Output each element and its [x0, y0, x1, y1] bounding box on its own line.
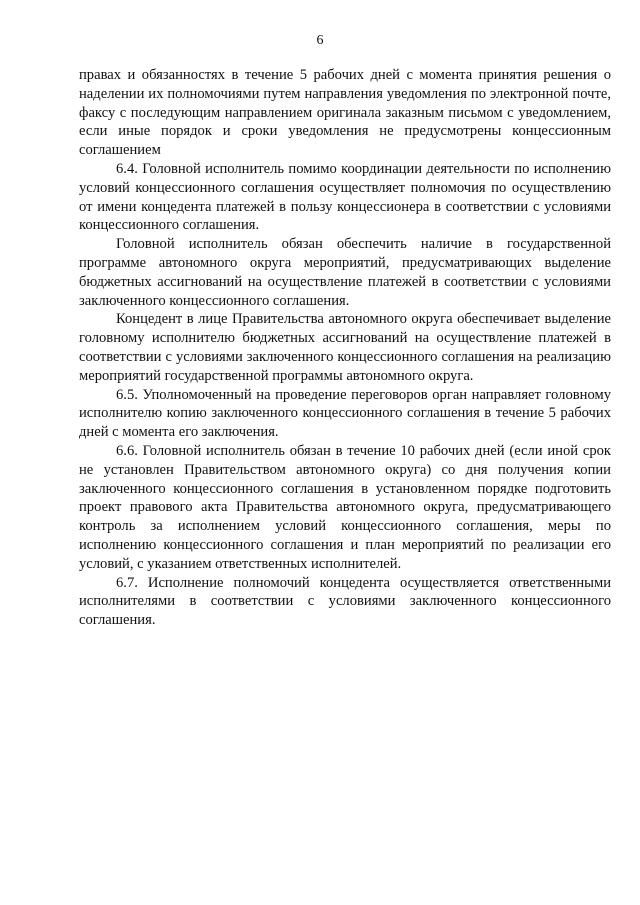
paragraph-continuation: правах и обязанностях в течение 5 рабочих дней с момента принятия решения о наделении их полномочиями путем направления уведомления по электронной почте, факсу с последующим направлением оригинала заказным письмом с уведомлением, если иные порядок и сроки уведомления не предусмотрены концессионным соглашением: [79, 67, 611, 159]
page-number: 6: [316, 33, 324, 48]
paragraph-6-5: 6.5. Уполномоченный на проведение переговоров орган направляет головному исполнителю копию заключенного концессионного соглашения в течение 5 рабочих дней с момента его заключения.: [79, 386, 611, 441]
paragraph-6-4: 6.4. Головной исполнитель помимо координации деятельности по исполнению условий концессионного соглашения осуществляет полномочия по осуществлению от имени концедента платежей в пользу концессионера в соответствии с условиями концессионного соглашения.: [79, 160, 611, 234]
document-body: [79, 66, 611, 630]
paragraph-head-executor-obligation: Головной исполнитель обязан обеспечить наличие в государственной программе автономного округа мероприятий, предусматривающих выделение бюджетных ассигнований на осуществление платежей в соответствии с условиями заключенного концессионного соглашения.: [79, 236, 611, 309]
paragraph-grantor-funding: Концедент в лице Правительства автономного округа обеспечивает выделение головному исполнителю бюджетных ассигнований на осуществление платежей в соответствии с условиями заключенного концессионного соглашения на реализацию мероприятий государственной программы автономного округа.: [79, 311, 611, 384]
paragraph-6-6: 6.6. Головной исполнитель обязан в течение 10 рабочих дней (если иной срок не установлен Правительством автономного округа) со дня получения копии заключенного концессионного соглашения в установленном порядке подготовить проект правового акта Правительства автономного округа, предусматривающего контроль за исполнением условий концессионного соглашения, меры по исполнению концессионного соглашения и план мероприятий по реализации его условий, с указанием ответственных исполнителей.: [79, 442, 611, 572]
paragraph-6-7: 6.7. Исполнение полномочий концедента осуществляется ответственными исполнителями в соответствии с условиями заключенного концессионного соглашения.: [79, 574, 611, 629]
